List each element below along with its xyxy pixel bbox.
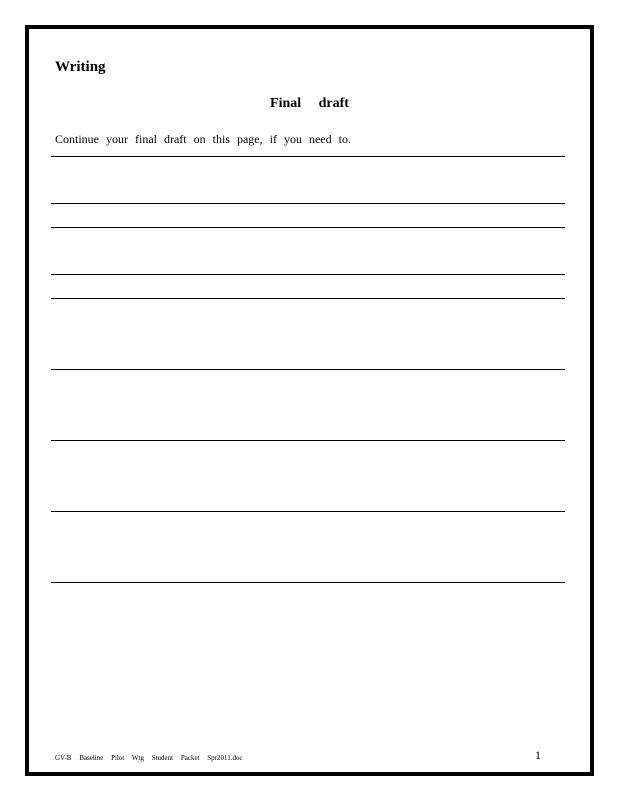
writing-line xyxy=(51,203,565,204)
writing-line xyxy=(51,298,565,299)
page-number: 1 xyxy=(535,748,541,762)
section-title: Writing xyxy=(55,59,106,75)
page-frame xyxy=(25,25,594,776)
writing-line xyxy=(51,369,565,370)
instruction-text: Continue your final draft on this page, if you need to. xyxy=(55,132,351,146)
writing-line xyxy=(51,511,565,512)
writing-line xyxy=(51,156,565,157)
page-heading: Final draft xyxy=(270,96,349,111)
footer-text: GV-B Baseline Pilot Wtg Student Packet Spr2011.doc xyxy=(55,754,243,762)
writing-line xyxy=(51,227,565,228)
writing-line xyxy=(51,274,565,275)
writing-line xyxy=(51,582,565,583)
writing-line xyxy=(51,440,565,441)
